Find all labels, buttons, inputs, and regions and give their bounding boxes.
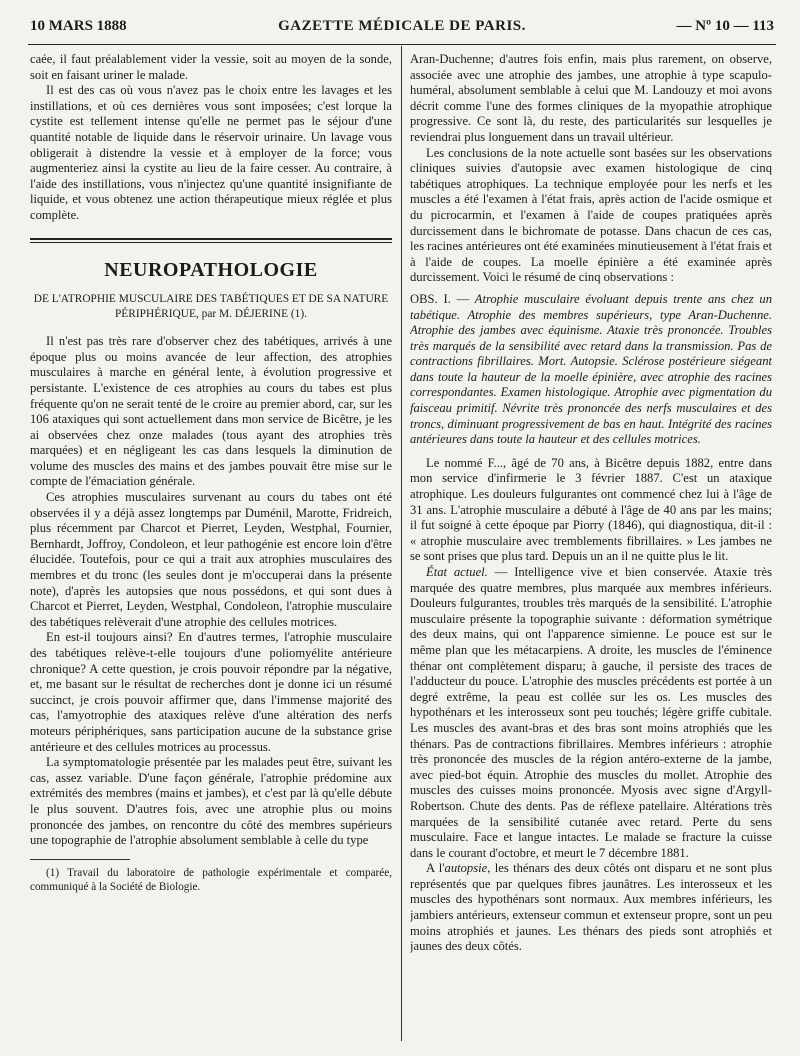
column-divider (401, 46, 402, 1041)
paragraph-lead: A l' (426, 861, 445, 876)
subheading: État actuel. (426, 565, 488, 579)
observation-text (410, 292, 772, 448)
paragraph-body: — Intelligence vive et bien conservée. Ataxie très marquée des quatre membres, plus marquée aux membres inférieurs. Douleurs fulgurantes, troubles très marqués de la sensibilité. L'atrophie musculaire présente la topographie suivante : déformation symétrique des deux mains, qui ont l'apparence simienne. Le pouce est sur le même plan que les métacarpiens. A droite, les muscles de l'éminence thénar ont complètement disparu; à gauche, il persiste des traces de l'adducteur du pouce. L'atrophie des muscles précédents est portée à un degré extrême, la peau est collée sur les os. Les muscles des hypothénars et les interosseux sont peu touchés; légère griffe cubitale. Les muscles des avant-bras et des bras sont moins atrophiés que les thénars. Pas de contractions fibrillaires. Membres inférieurs : atrophie très prononcée des muscles de la région antéro-externe de la jambe, avec pied-bot équin. Atrophie des muscles du mollet. Atrophie des muscles des cuisses moins prononcée. Myosis avec signe d'Argyll-Robertson. Chute des dents. Pas de réflexe patellaire. Altérations très marquées de la sensibilité cutanée avec retard. Perte du sens musculaire. Face et langue intactes. Le malade se fracture la cuisse dans le courant d'octobre, et meurt le 7 décembre 1881. (410, 565, 772, 860)
observation-label: OBS. I. — (410, 291, 470, 306)
paragraph: Il n'est pas très rare d'observer chez des tabétiques, arrivés à une époque plus ou moins avancée de leur affection, des atrophies musculaires à marche en général lente, à évolution progressive et persistante. L'existence de ces atrophies au cours du tabes est plus fréquente qu'on ne serait tenté de le croire au premier abord, car, sur les 106 ataxiques qui sont actuellement dans mon service de Bicêtre, je les ai observées chez onze malades (tous ayant des atrophies très marquées) et en négligeant les cas dans lesquels la diminution de volume des muscles des mains et des jambes pouvait être mise sur le compte de l'émaciation générale. (30, 334, 392, 489)
observation-summary (410, 292, 772, 448)
footnote: (1) Travail du laboratoire de pathologie expérimentale et comparée, communiqué à la Société de Biologie. (30, 866, 392, 893)
paragraph: Aran-Duchenne; d'autres fois enfin, mais plus rarement, on observe, associée avec une atrophie des jambes, une atrophie à type scapulo-huméral, absolument semblable à celui que M. Landouzy et moi avons décrit comme l'une des formes cliniques de la myopathie atrophique progressive. Ce sont là, du reste, des particularités sur lesquelles je reviendrai plus longuement dans un travail ultérieur. (410, 52, 772, 144)
paragraph: Il est des cas où vous n'avez pas le choix entre les lavages et les instillations, et où ces dernières vous sont imposées; c'est lorque la cystite est tellement intense qu'elle ne permet pas le séjour d'une quantité notable de liquide dans le réservoir urinaire. Un lavage vous obligerait à distendre la vessie et à employer de la force; vous augmenteriez ainsi la cystite au lieu de la faire cesser. Au contraire, à l'aide des instillations, vous n'injectez qu'une quantité insignifiante de liquide, et vous obtenez une action thérapeutique mieux réglée et plus complète. (30, 83, 392, 222)
footnote-rule (30, 859, 130, 860)
observation-body: Atrophie musculaire évoluant depuis trente ans chez un tabétique. Atrophie des membres supérieurs, type Aran-Duchenne. Atrophie des jambes avec équinisme. Ataxie très prononcée. Troubles très marqués de la sensibilité avec retard dans la transmission. Pas de contractions fibrillaires. Mort. Autopsie. Sclérose postérieure siégeant dans toute la hauteur de la moelle épinière, avec atrophie des racines correspondantes. Examen histologique. Atrophie avec pigmentation du faisceau primitif. Névrite très prononcée des nerfs musculaires et des troncs, diminuant progressivement de bas en haut. Intégrité des racines antérieures dans toute la hauteur et des cellules motrices. (410, 291, 772, 447)
paragraph (410, 565, 772, 861)
section-title: NEUROPATHOLOGIE (104, 258, 318, 281)
section-divider (30, 238, 392, 243)
issue-date: 10 MARS 1888 (30, 18, 127, 34)
paragraph: caée, il faut préalablement vider la vessie, soit au moyen de la sonde, soit en faisant uriner le malade. (30, 52, 392, 82)
page-header (30, 14, 774, 36)
left-column (30, 52, 392, 1042)
paragraph: Le nommé F..., âgé de 70 ans, à Bicêtre depuis 1882, entre dans mon service d'infirmerie le 3 février 1887. C'est un ataxique atrophique. Les douleurs fulgurantes ont commencé chez lui à l'âge de 31 ans. L'atrophie musculaire a débuté à l'âge de 40 ans par les mains; il fut soigné à cette époque par Piorry (1846), qui diagnostiqua, dit-il : « atrophie musculaire avec tremblements fibrillaires. » Les jambes ne se sont prises que plus tard. Depuis un an il ne quitte plus le lit. (410, 455, 772, 564)
article-title: DE L'ATROPHIE MUSCULAIRE DES TABÉTIQUES ET DE SA NATURE PÉRIPHÉRIQUE, par M. DÉJERINE (1). (33, 293, 389, 321)
right-column (410, 52, 772, 1042)
paragraph: La symptomatologie présentée par les malades peut être, suivant les cas, assez variable. D'une façon générale, l'atrophie prédomine aux extrémités des membres (mains et jambes), et c'est par là qu'elle débute le plus souvent. D'autres fois, avec une atrophie plus ou moins prononcée des jambes, on rencontre du côté des membres supérieurs une topographie de l'atrophie absolument semblable à celle du type (30, 755, 392, 848)
paragraph-body: , les thénars des deux côtés ont disparu et ne sont plus représentés que par quelques fibres jaunâtres. Les interosseux et les muscles des hypothénars sont normaux. Aux membres inférieurs, les jambiers antérieurs, extenseur commun et extenseur propre, sont un peu moins atrophiés et jaunes. Les thénars des pieds sont atrophiés et jaunes des deux côtés. (410, 861, 772, 954)
paragraph: En est-il toujours ainsi? En d'autres termes, l'atrophie musculaire des tabétiques relève-t-elle toujours d'une poliomyélite antérieure chronique? A cette question, je crois pouvoir répondre par la négative, et, me basant sur le résultat de recherches dont je donne ici un résumé succinct, je crois pouvoir affirmer que, dans l'immense majorité des cas, l'amyotrophie des ataxiques relève d'une altération des nerfs moteurs périphériques, sans participation aucune de la substance grise antérieure et des cellules motrices au processus. (30, 630, 392, 754)
page-number: — Nº 10 — 113 (676, 18, 774, 34)
header-rule (28, 44, 776, 45)
paragraph: Les conclusions de la note actuelle sont basées sur les observations cliniques suivies d'autopsie avec examen histologique de cinq tabétiques atrophiques. La technique employée pour les nerfs et les muscles a été l'examen à l'état frais, après action de l'acide osmique et du picrocarmin, et l'examen à l'aide de coupes pratiquées après durcissement dans le bichromate de potasse. Dans chacun de ces cas, les racines antérieures ont été examinées minutieusement à l'état frais et à l'aide de coupes. La moelle épinière a été examinée après durcissement. Voici le résumé de cinq observations : (410, 145, 772, 285)
journal-title: GAZETTE MÉDICALE DE PARIS. (278, 18, 526, 34)
paragraph: Ces atrophies musculaires survenant au cours du tabes ont été observées il y a déjà assez longtemps par Duménil, Marotte, Fridreich, plus récemment par Charcot et Pierret, Leyden, Westphal, Fournier, Bernhardt, Joffroy, Condoleon, et leur pathogénie est encore loin d'être élucidée. Toutefois, pour ce qui a trait aux atrophies musculaires des membres et du tronc (les seules dont je m'occuperai dans la présente note), d'après les autopsies que nous possédons, et qui sont dues à Charcot et Pierret, Leyden, Westphal, Condoleon, l'atrophie musculaire des tabétiques relèverait d'une atrophie des cellules motrices. (30, 490, 392, 629)
subheading: autopsie (444, 861, 488, 876)
paragraph (410, 861, 772, 955)
